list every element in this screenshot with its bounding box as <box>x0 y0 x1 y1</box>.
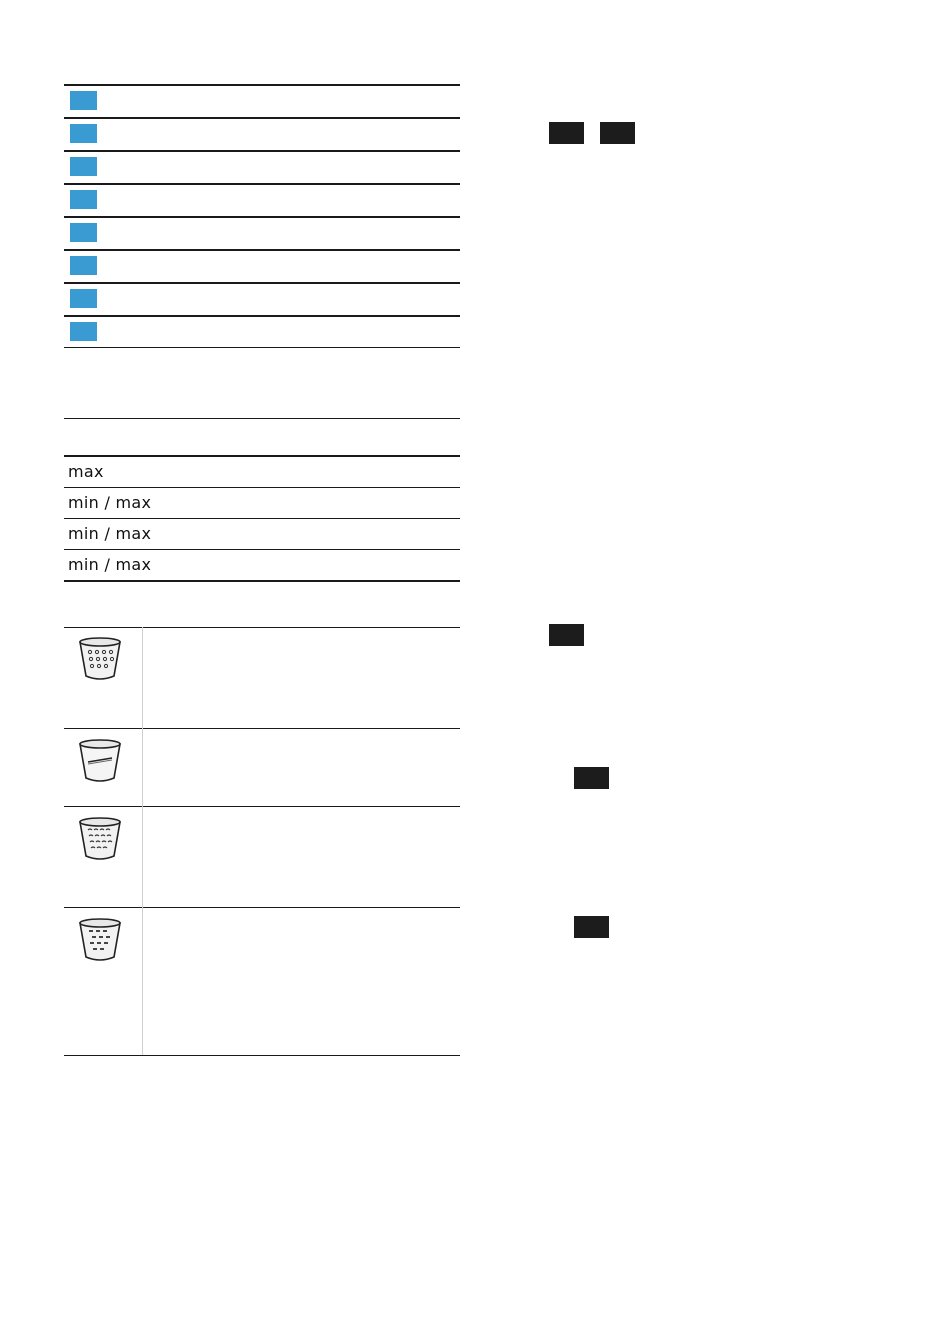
table-rule <box>64 117 460 119</box>
table-rule <box>64 580 460 582</box>
table-rule <box>64 455 460 457</box>
table-rule <box>64 183 460 185</box>
table-rule <box>64 282 460 284</box>
table-rule <box>64 728 460 729</box>
column-divider <box>142 806 143 907</box>
table-rule <box>64 549 460 550</box>
table-rule <box>64 315 460 317</box>
table-rule <box>64 347 460 348</box>
table-rule <box>64 150 460 152</box>
table-rule <box>64 1055 460 1056</box>
step-marker <box>574 767 609 789</box>
table-rule <box>64 84 460 86</box>
table-rule <box>64 907 460 908</box>
speed-label: min / max <box>68 524 152 543</box>
color-marker <box>70 157 97 176</box>
column-divider <box>142 907 143 1055</box>
table-rule <box>64 627 460 628</box>
table-rule <box>64 487 460 488</box>
table-rule <box>64 518 460 519</box>
color-marker <box>70 289 97 308</box>
coarse-grater-drum-icon <box>72 812 128 864</box>
color-marker <box>70 322 97 341</box>
table-rule <box>64 806 460 807</box>
step-marker <box>574 916 609 938</box>
color-marker <box>70 223 97 242</box>
speed-label: max <box>68 462 104 481</box>
speed-label: min / max <box>68 493 152 512</box>
table-rule <box>64 418 460 419</box>
column-divider <box>142 627 143 728</box>
color-marker <box>70 190 97 209</box>
color-marker <box>70 124 97 143</box>
color-marker <box>70 91 97 110</box>
slicing-drum-icon <box>72 734 128 786</box>
speed-label: min / max <box>68 555 152 574</box>
column-divider <box>142 728 143 806</box>
step-marker <box>600 122 635 144</box>
fine-grater-drum-icon <box>72 632 128 684</box>
step-marker <box>549 624 584 646</box>
shredding-drum-icon <box>72 913 128 965</box>
table-rule <box>64 216 460 218</box>
step-marker <box>549 122 584 144</box>
table-rule <box>64 249 460 251</box>
color-marker <box>70 256 97 275</box>
